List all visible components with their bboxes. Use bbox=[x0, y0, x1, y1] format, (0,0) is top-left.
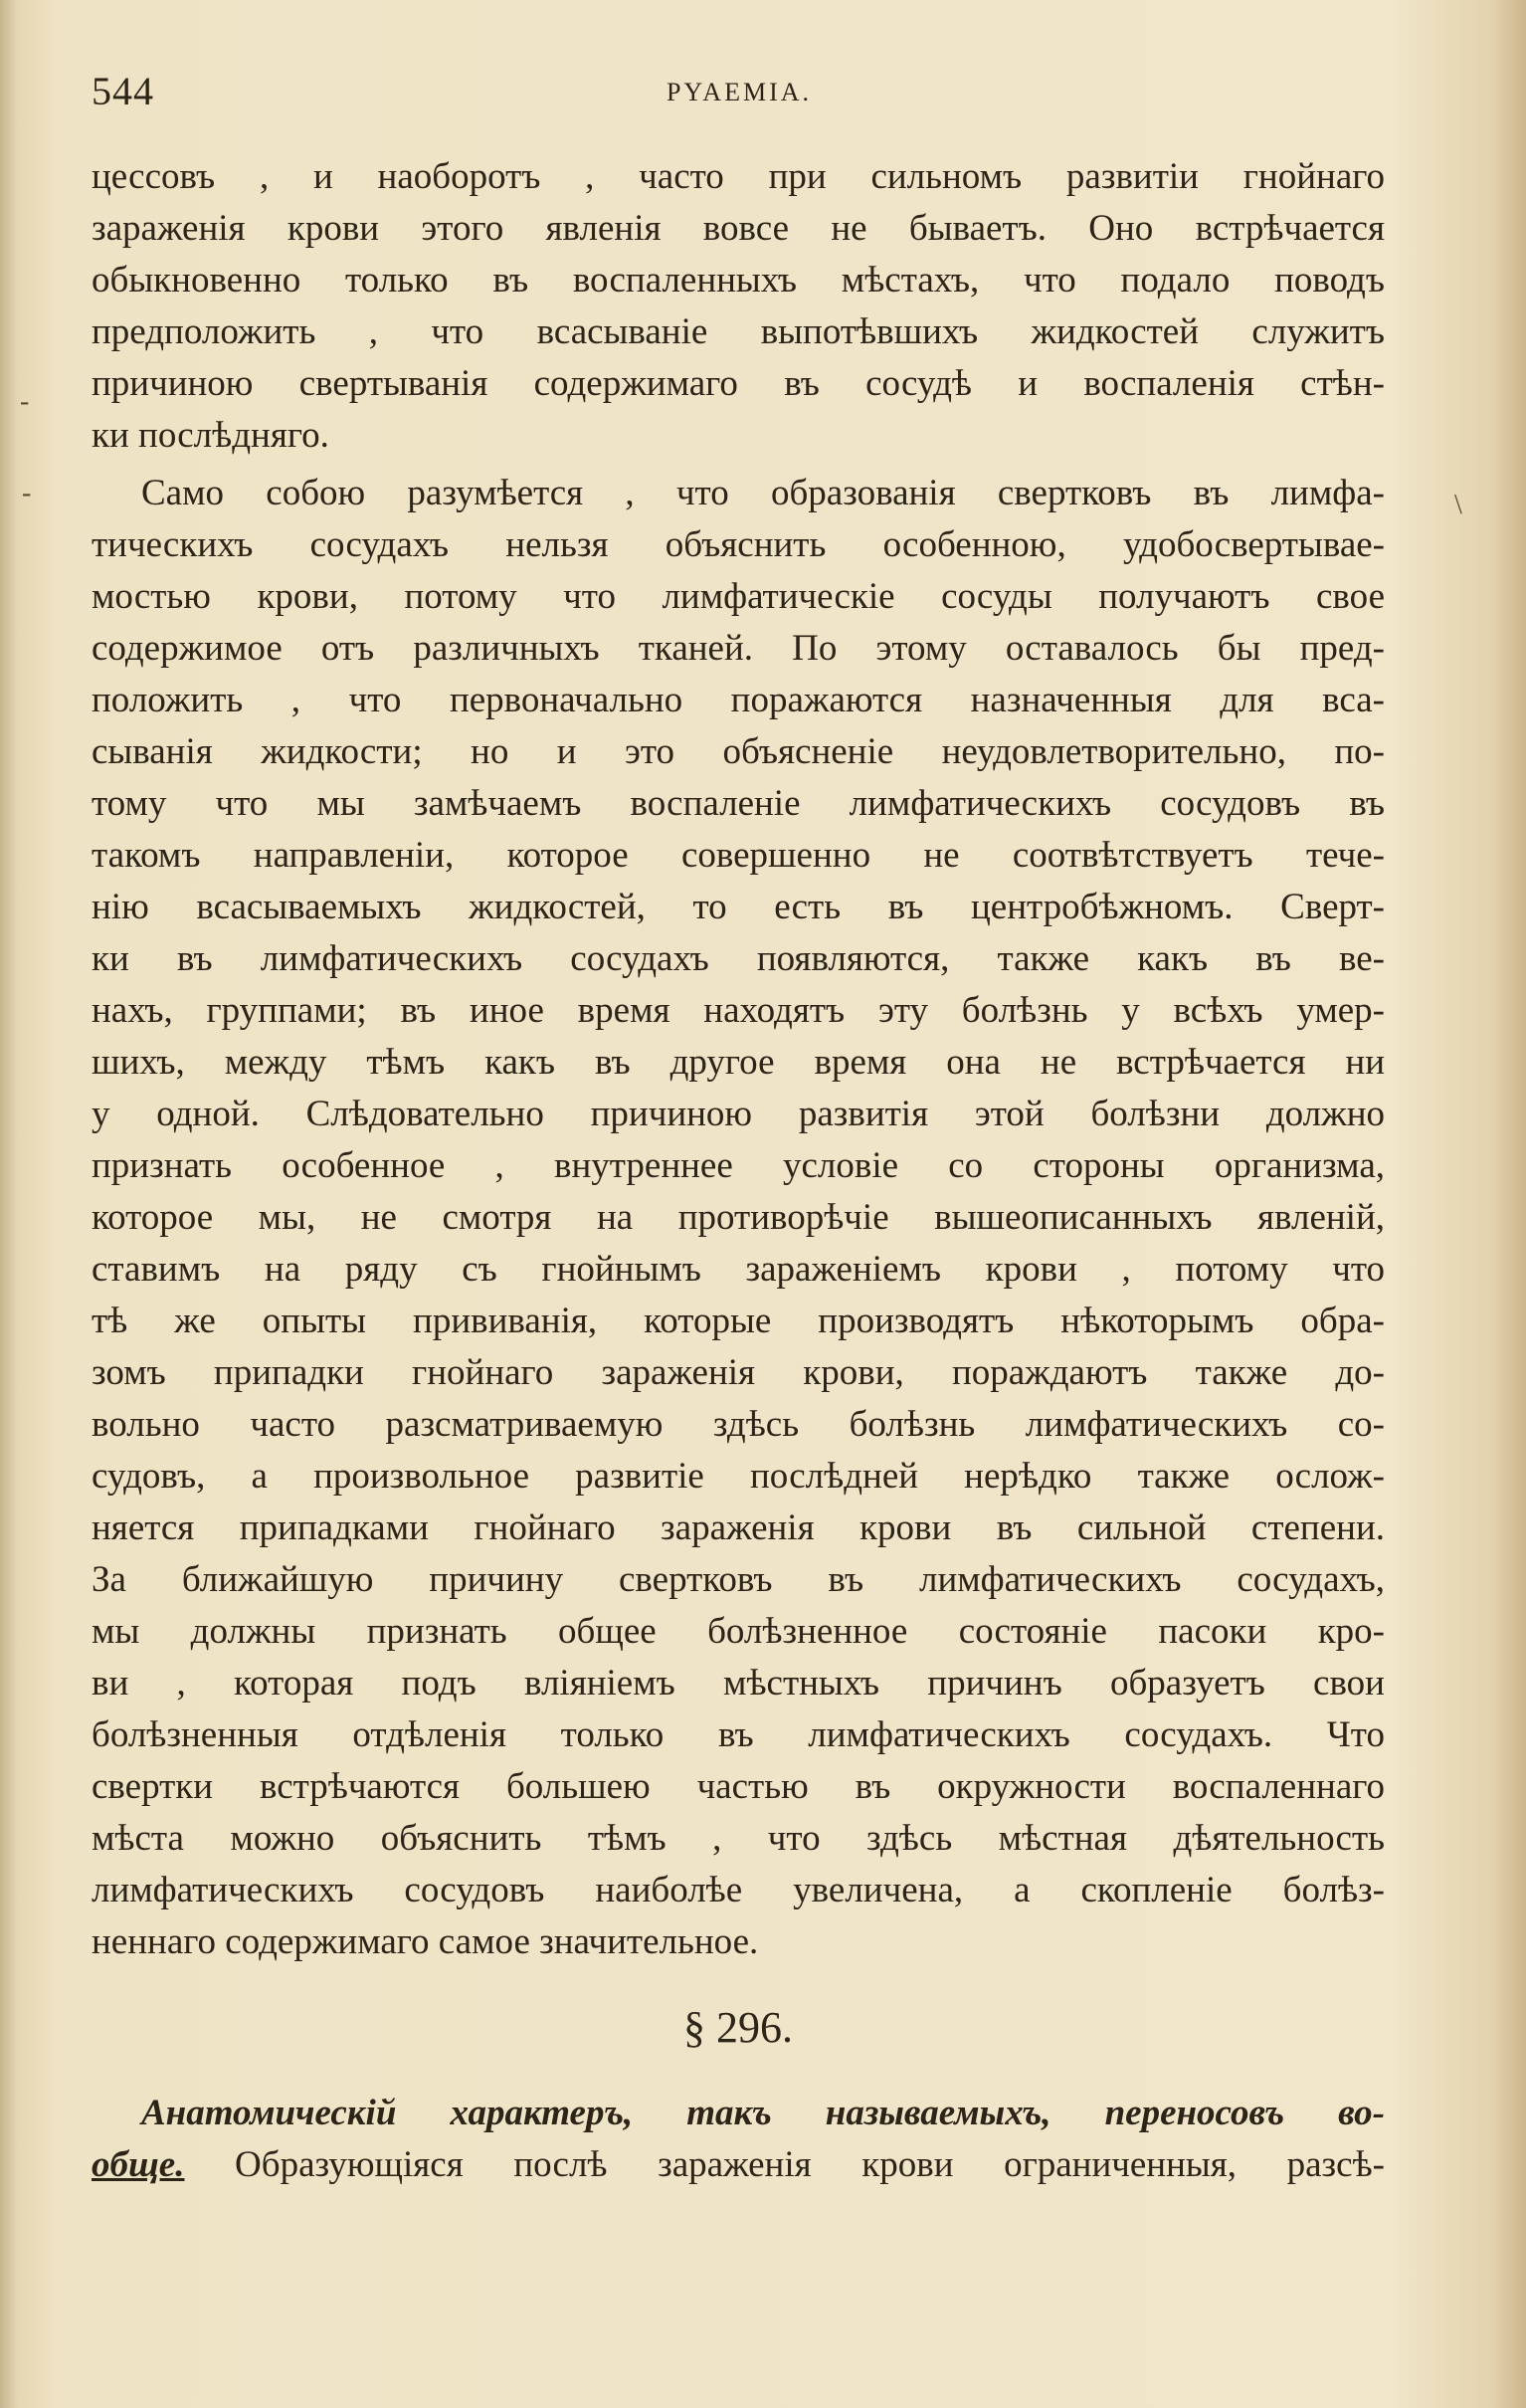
text-line: болѣзненныя отдѣленія только въ лимфатическихъ сосудахъ. Что bbox=[92, 1714, 1385, 1755]
text-line: ки въ лимфатическихъ сосудахъ появляются, также какъ въ ве- bbox=[92, 938, 1385, 979]
text-line: вольно часто разсматриваемую здѣсь болѣзнь лимфатическихъ со- bbox=[92, 1404, 1385, 1445]
text-line: цессовъ , и наоборотъ , часто при сильномъ развитіи гнойнаго bbox=[92, 156, 1385, 197]
text-line: тѣ же опыты прививанія, которые производятъ нѣкоторымъ обра- bbox=[92, 1301, 1385, 1341]
text-line: неннаго содержимаго самое значительное. bbox=[92, 1921, 759, 1962]
page-header bbox=[92, 68, 1387, 117]
text-line: которое мы, не смотря на противорѣчіе вышеописанныхъ явленій, bbox=[92, 1197, 1385, 1238]
text-line: тическихъ сосудахъ нельзя объяснить особенною, удобосвертывае- bbox=[92, 524, 1385, 565]
margin-mark-left-2: - bbox=[22, 478, 32, 508]
text-line: судовъ, а произвольное развитіе послѣдней нерѣдко также ослож- bbox=[92, 1456, 1385, 1497]
section-heading: § 296. bbox=[683, 2003, 793, 2052]
text-line: такомъ направленіи, которое совершенно не соотвѣтствуетъ тече- bbox=[92, 835, 1385, 876]
text-line: тому что мы замѣчаемъ воспаленіе лимфатическихъ сосудовъ въ bbox=[92, 783, 1385, 824]
paragraph-2 bbox=[92, 468, 1385, 1968]
text-line: За ближайшую причину свертковъ въ лимфатическихъ сосудахъ, bbox=[92, 1559, 1385, 1600]
running-title: PYAEMIA. bbox=[666, 78, 813, 106]
italic-word: обще. bbox=[92, 2144, 185, 2185]
text-line: няется припадками гнойнаго зараженія крови въ сильной степени. bbox=[92, 1507, 1385, 1548]
margin-mark-left-1: - bbox=[20, 386, 30, 417]
margin-mark-right: \ bbox=[1454, 490, 1462, 520]
text-line: зомъ припадки гнойнаго зараженія крови, пораждаютъ также до- bbox=[92, 1352, 1385, 1393]
text-line: положить , что первоначально поражаются назначенныя для вса- bbox=[92, 680, 1385, 720]
page-number: 544 bbox=[92, 69, 154, 113]
text-line: нахъ, группами; въ иное время находятъ эту болѣзнь у всѣхъ умер- bbox=[92, 990, 1385, 1031]
text-line: предположить , что всасываніе выпотѣвшихъ жидкостей служитъ bbox=[92, 311, 1385, 352]
text-line: ставимъ на ряду съ гнойнымъ зараженіемъ крови , потому что bbox=[92, 1249, 1385, 1290]
text-line: зараженія крови этого явленія вовсе не бываетъ. Оно встрѣчается bbox=[92, 208, 1385, 249]
text-line bbox=[92, 2139, 1385, 2191]
text-line: ки послѣдняго. bbox=[92, 415, 329, 456]
paragraph-1 bbox=[92, 151, 1385, 462]
text-line: нію всасываемыхъ жидкостей, то есть въ центробѣжномъ. Сверт- bbox=[92, 887, 1385, 927]
text-line: содержимое отъ различныхъ тканей. По этому оставалось бы пред- bbox=[92, 628, 1385, 669]
paragraph-3 bbox=[92, 2088, 1385, 2191]
text-line: свертки встрѣчаются большею частью въ окружности воспаленнаго bbox=[92, 1766, 1385, 1807]
text-line: у одной. Слѣдовательно причиною развитія этой болѣзни должно bbox=[92, 1094, 1385, 1134]
text-line: шихъ, между тѣмъ какъ въ другое время она не встрѣчается ни bbox=[92, 1042, 1385, 1083]
text-line-rest: Образующіяся послѣ зараженія крови ограниченныя, разсѣ- bbox=[184, 2144, 1385, 2185]
text-line: признать особенное , внутреннее условіе со стороны организма, bbox=[92, 1145, 1385, 1186]
text-line: причиною свертыванія содержимаго въ сосудѣ и воспаленія стѣн- bbox=[92, 363, 1385, 404]
text-line: мѣста можно объяснить тѣмъ , что здѣсь мѣстная дѣятельность bbox=[92, 1818, 1385, 1859]
text-line-italic: Анатомическій характеръ, такъ называемыхъ, переносовъ во- bbox=[141, 2093, 1385, 2133]
text-line: ви , которая подъ вліяніемъ мѣстныхъ причинъ образуетъ свои bbox=[92, 1663, 1385, 1704]
text-line: мы должны признать общее болѣзненное состояніе пасоки кро- bbox=[92, 1611, 1385, 1652]
body-text bbox=[92, 151, 1385, 2191]
text-line: Само собою разумѣется , что образованія свертковъ въ лимфа- bbox=[141, 473, 1385, 513]
text-line: сыванія жидкости; но и это объясненіе неудовлетворительно, по- bbox=[92, 731, 1385, 772]
text-line: лимфатическихъ сосудовъ наиболѣе увеличена, а скопленіе болѣз- bbox=[92, 1870, 1385, 1910]
text-line: мостью крови, потому что лимфатическіе сосуды получаютъ свое bbox=[92, 576, 1385, 617]
text-line: обыкновенно только въ воспаленныхъ мѣстахъ, что подало поводъ bbox=[92, 260, 1385, 301]
